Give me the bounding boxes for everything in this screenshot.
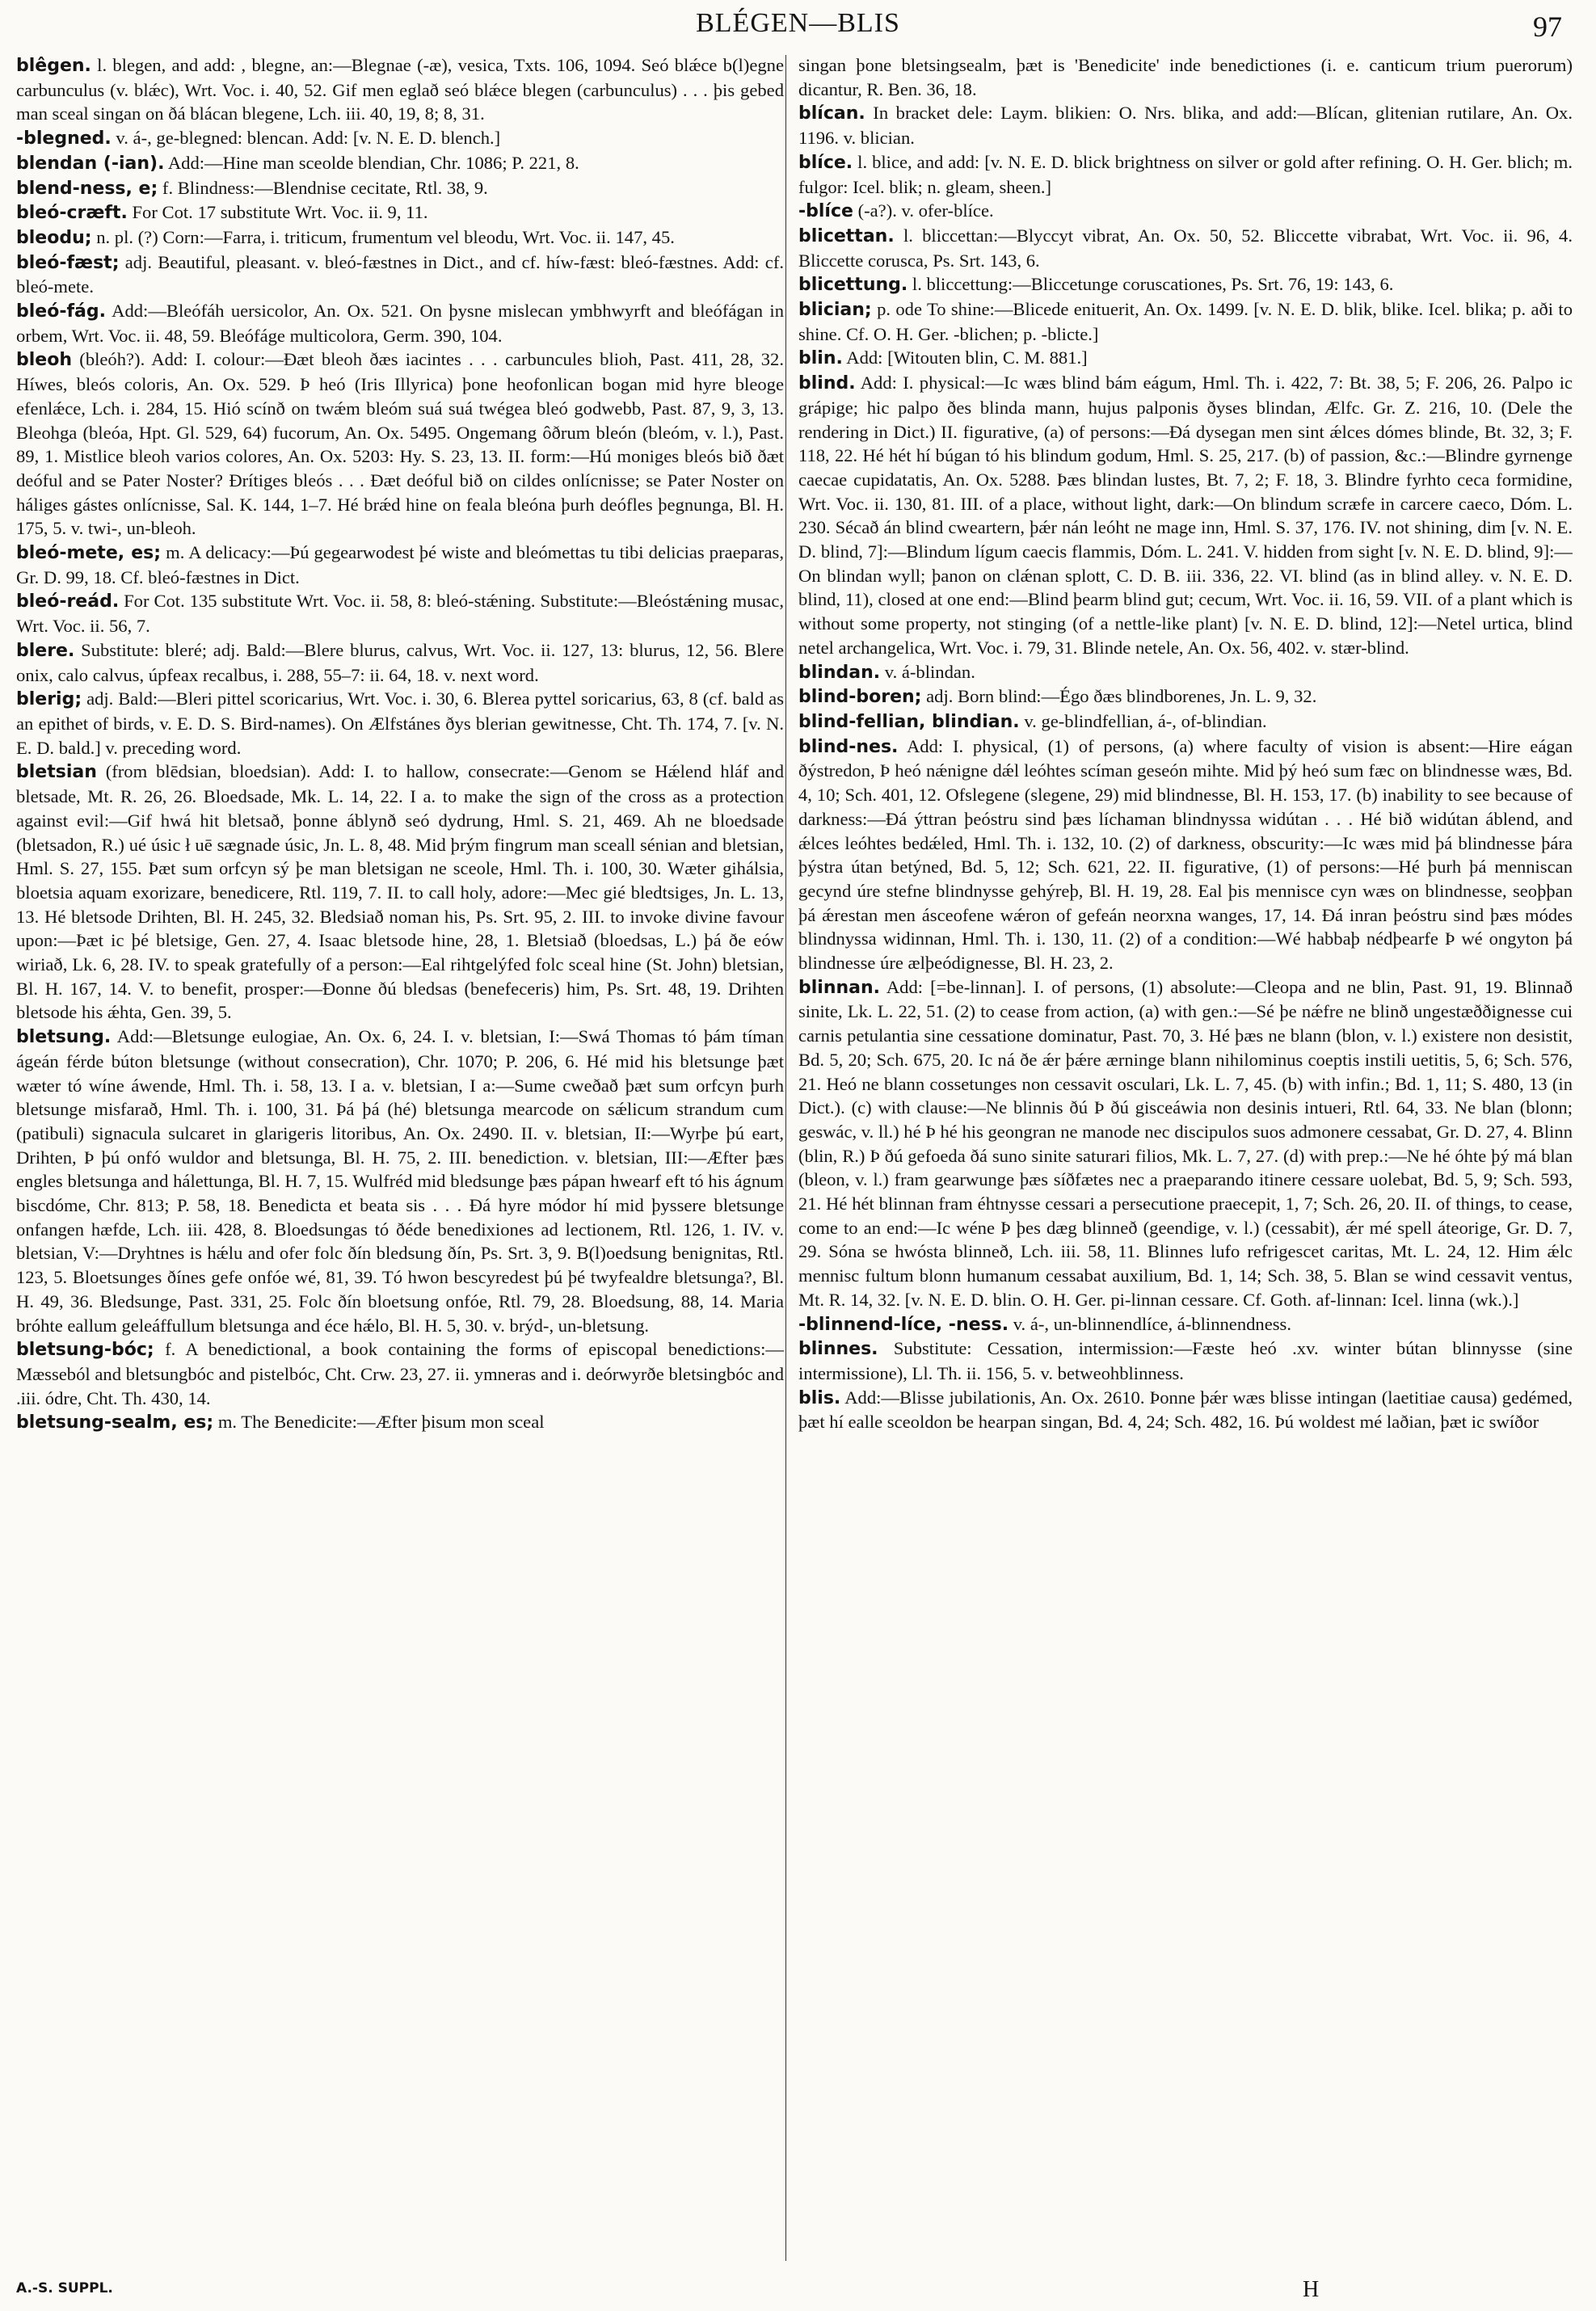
dictionary-entry [16,687,784,760]
sheet-mark: H [1303,2277,1320,2302]
entry-headword: bleó-fæst; [16,252,120,273]
entry-text: n. pl. (?) Corn:—Farra, i. triticum, frumentum vel bleodu, Wrt. Voc. ii. 147, 45. [91,226,675,247]
entry-text: For Cot. 135 substitute Wrt. Voc. ii. 58, 8: bleó-stǽning. Substitute:—Bleóstǽning musac, Wrt. Voc. ii. 56, 7. [16,591,784,637]
dictionary-entry [798,975,1573,1312]
dictionary-entry [798,346,1573,371]
entry-text: singan þone bletsingsealm, þæt is 'Benedicite' inde benedictiones (i. e. canticum trium puerorum) dicantur, R. Ben. 36, 18. [798,55,1573,99]
entry-headword: blind-boren; [798,687,922,708]
page-number: 97 [1533,11,1562,43]
entry-headword: blind-nes. [798,736,899,757]
dictionary-entry [16,1410,784,1435]
entry-text: (bleóh?). Add: I. colour:—Ðæt bleoh ðæs iacintes . . . carbuncules blioh, Past. 411, 28, 32. Híwes, bleós coloris, An. Ox. 529. Þ heó (Iris Illyrica) þone heofonlican bogan mid hyre bleoge efenlǽce, Lch. i. 284, 15. Hió scínð on twǽm bleóm suá suá twégea bleó godwebb, Past. 87, 9, 3, 13. Bleohga (bleóa, Hpt. Gl. 529, 64) fucorum, An. Ox. 5495. Ongemang ôðrum bleón (bleóm, v. l.), Past. 89, 1. Mistlice bleoh varios colores, An. Ox. 5203: Hy. S. 23, 13. II. form:—Hú moniges bleós bið ðæt deóful and se Pater Noster? Ðrítiges bleós . . . Ðæt deóful bið on cildes onlícnisse; se Pater Noster on háliges gástes onlícnisse, Sal. K. 144, 1–7. Hé brǽd hine on feala bleóna þurh deófles þegnunga, Bl. H. 175, 5. v. twi-, un-bleoh. [16,349,784,539]
entry-text: Add:—Hine man sceolde blendian, Chr. 1086; P. 221, 8. [164,152,579,173]
entry-headword: blícan. [798,103,865,124]
right-column [798,53,1573,2267]
left-column [16,53,784,2267]
entry-text: Add: [Witouten blin, C. M. 881.] [842,347,1088,368]
entry-text: Add: I. physical, (1) of persons, (a) where faculty of vision is absent:—Hire eágan ðýstredon, Þ heó nǽnigne dǽl leóhtes scíman geseón mihte. Mid þý heó sum fæc on blindnesse wæs, Bd. 4, 10; Sch. 401, 12. Ofslegene (slegene, 29) mid blindnesse, Bl. H. 153, 17. (b) inability to see because of darkness:—Ðá ýttran þeóstru sind þæs líchaman blindnyssa widútan . . . Hé bið widútan áblend, and ǽlces leóhtes bedǽled, Hml. Th. i. 132, 10. (2) of darkness, obscurity:—Ic wæs mid þá blindnesse þára þýstra útan betýned, Bd. 5, 12; Sch. 621, 22. II. figurative, (1) of persons:—Hé þurh þá menniscan gecynd úre stefne blindnysse gehýreþ, Bl. H. 19, 28. Eal þis mennisce cyn wæs on blindnesse, seoþþan þá ǽrestan men ásceofene wǽron of gefeán neorxna wanges, 17, 14. Ðá inran þeóstru sind þæs módes blindnyssa widinnan, Hml. Th. i. 130, 11. (2) of a condition:—Wé habbaþ nédþearfe Þ wé ongyton þá blindnesse úre ælþeódignesse, Bl. H. 23, 2. [798,735,1573,974]
entry-headword: blêgen. [16,56,91,76]
dictionary-entry [798,199,1573,224]
entry-text: p. ode To shine:—Blicede enituerit, An. Ox. 1499. [v. N. E. D. blik, blike. Icel. blika; p. aði to shine. Cf. O. H. Ger. -blichen; p. -blicte.] [798,299,1573,344]
dictionary-entry [16,760,784,1025]
column-divider [785,55,786,2261]
dictionary-entry [798,150,1573,199]
entry-headword: bleoh [16,350,72,371]
entry-headword: -blegned. [16,128,112,149]
dictionary-entry [798,53,1573,101]
entry-headword: -blinnend-líce, -ness. [798,1314,1009,1335]
entry-headword: bleodu; [16,227,92,248]
entry-text: adj. Beautiful, pleasant. v. bleó-fæstnes in Dict., and cf. híw-fæst: bleó-fæstnes. Add: cf. bleó-mete. [16,251,784,297]
entry-headword: blis. [798,1387,841,1408]
dictionary-entry [16,1337,784,1410]
entry-text: f. Blindness:—Blendnise cecitate, Rtl. 38, 9. [158,177,488,198]
entry-text: adj. Bald:—Bleri pittel scoricarius, Wrt. Voc. i. 30, 6. Blerea pyttel soricarius, 63, 8 (cf. bald as an epithet of birds, v. E. D. S. Bird-names). On Ælfstánes ðys blerian gewitnesse, Cht. Th. 174, 7. [v. N. E. D. bald.] v. preceding word. [16,688,784,758]
entry-headword: bleó-mete, es; [16,543,162,564]
entry-text: v. á-blindan. [880,661,975,682]
dictionary-entry [16,1025,784,1337]
dictionary-entry [16,589,784,638]
dictionary-entry [798,660,1573,685]
entry-text: For Cot. 17 substitute Wrt. Voc. ii. 9, 11. [127,202,428,223]
entry-text: l. bliccettung:—Bliccetunge coruscationes, Ps. Srt. 76, 19: 143, 6. [907,274,1394,295]
entry-headword: -blíce [798,201,853,222]
dictionary-entry [798,1312,1573,1337]
dictionary-entry [798,371,1573,659]
dictionary-entry [16,299,784,347]
entry-headword: blin. [798,348,843,369]
running-head-title: BLÉGEN—BLIS [696,8,900,38]
entry-headword: blere. [16,640,75,661]
dictionary-entry [16,53,784,126]
entry-text: v. ge-blindfellian, á-, of-blindian. [1019,710,1267,731]
entry-text: m. The Benedicite:—Æfter þisum mon sceal [213,1412,545,1433]
dictionary-entry [16,126,784,151]
entry-headword: blerig; [16,689,82,710]
dictionary-entry [16,176,784,201]
dictionary-entry [798,1337,1573,1385]
dictionary-entry [798,272,1573,297]
entry-text: Add:—Bleófáh uersicolor, An. Ox. 521. On þysne mislecan ymbhwyrft and bleófágan in orbem, Wrt. Voc. ii. 48, 59. Bleófáge multicolora, Germ. 390, 104. [16,301,784,346]
dictionary-entry [16,541,784,589]
entry-headword: blindan. [798,662,881,683]
dictionary-entry [16,347,784,541]
entry-headword: blind-fellian, blindian. [798,711,1020,732]
dictionary-entry [16,250,784,299]
entry-headword: bleó-fág. [16,301,106,322]
entry-text: Add: [=be-linnan]. I. of persons, (1) absolute:—Cleopa and ne blin, Past. 91, 19. Blinnað sinite, Lk. L. 22, 51. (2) to cease from action, (a) with gen.:—Sé þe nǽfre ne blinð ungestæððignesse cui carnis petulantia sine cessatione dominatur, Past. 70, 3. Hé þæs ne blann (blon, v. l.) existere non desistit, Bd. 5, 20; Sch. 675, 20. Ic ná ðe ǽr þǽre ærninge blann nihilominus coeptis instili uetitis, 5, 6; Sch. 576, 21. Heó ne blann cossetunges non cessavit osculari, Lk. L. 7, 45. (b) with infin.; Bd. 1, 11; S. 480, 13 (in Dict.). (c) with clause:—Ne blinnis ðú Þ ðú gisceáwia non desinis intueri, Rtl. 64, 33. Ne blan (blonn; geswác, v. ll.) hé Þ hé his geongran ne manode nec discipulos suos admonere cessabat, Gr. D. 27, 4. Blinn (blin, R.) Þ ðú gefoeda ðá suno sinite saturari filios, Mk. L. 7, 27. (d) with prep.:—Ne hé óhte þý má blan (bleon, v. l.) fram gearwunge þæs síðfætes nec a praeparando itinere cessare uolebat, Bd. 5, 9; Sch. 593, 21. Hé hét blinnan fram éhtnysse cessari a persecutione praecepit, 1, 7; Sch. 26, 20. II. of things, to cease, come to an end:—Ic wéne Þ þes dæg blinneð (geendige, v. l.) (cessabit), ǽr mé spell áteorige, Gr. D. 7, 29. Sóna se hwósta blinneð, Lch. iii. 58, 11. Blinnes lufo refrigescet caritas, Mt. L. 24, 12. Him ǽlc mennisc fultum blonn humanum cessabat auxilium, Bd. 1, 14; Sch. 38, 5. Blan se wind cessavit ventus, Mt. R. 14, 32. [v. N. E. D. blin. O. H. Ger. pi-linnan cessare. Cf. Goth. af-linnan: Icel. linna (wk.).] [798,976,1573,1310]
entry-headword: bletsung. [16,1027,112,1048]
entry-text: Substitute: Cessation, intermission:—Fæste heó .xv. winter bútan blinnysse (sine intermissione), Ll. Th. ii. 156, 5. v. betweohblinness. [798,1338,1573,1383]
entry-text: Add: I. physical:—Ic wæs blind bám eágum, Hml. Th. i. 422, 7: Bt. 38, 5; F. 206, 26. Palpo ic grápige; hic palpo ðes blinda mann, hujus palponis ðyses blindan, Ælfc. Gr. Z. 216, 10. (Dele the rendering in Dict.) II. figurative, (a) of persons:—Ðá dysegan men sint ǽlces dómes blinde, Bt. 32, 3; F. 118, 22. Hé hét hí búgan tó his blindum godum, Hml. S. 25, 217. (b) of passion, &c.:—Blindre gyrnenge caecae cupidatatis, An. Ox. 5288. Þæs blindan lustes, Bt. 7, 2; F. 18, 3. Blindre fyrhto ceca formidine, Wrt. Voc. ii. 130, 81. III. of a place, without light, dark:—On blindum scræfe in carcere caeco, Dóm. L. 230. Sécað án blind cweartern, þǽr nán leóht ne mage inn, Hml. S. 37, 176. IV. not shining, dim [v. N. E. D. blind, 7]:—Blindum lígum caecis flammis, Dóm. L. 241. V. hidden from sight [v. N. E. D. blind, 9]:—On blindan wyll; þanon on clǽnan splott, C. D. B. iii. 336, 22. VI. blind (as in blind alley. v. N. E. D. blind, 11), closed at one end:—Blind þearm blind gut; cecum, Wrt. Voc. ii. 16, 59. VII. of a plant which is without some property, not stinging (of a nettle-like plant) [v. N. E. D. blind, 12]:—Netel urtica, blind netel archangelica, Wrt. Voc. i. 79, 31. Blinde netele, An. Ox. 56, 402. v. stær-blind. [798,373,1573,658]
entry-headword: blíce. [798,152,853,173]
entry-headword: blician; [798,300,872,321]
dictionary-entry [16,200,784,225]
entry-text: f. A benedictional, a book containing the forms of episcopal benedictions:—Mæsseból and bletsungbóc and pistelbóc, Cht. Crw. 23, 27. ii. ymneras and i. deórwyrðe bletsingbóc and .iii. ódre, Cht. Th. 430, 14. [16,1339,784,1408]
dictionary-entry [798,1386,1573,1434]
entry-text: l. blice, and add: [v. N. E. D. blick brightness on silver or gold after refining. O. H. Ger. blich; m. fulgor: Icel. blik; n. gleam, sheen.] [798,151,1573,197]
dictionary-entry [16,638,784,687]
dictionary-entry [798,684,1573,709]
dictionary-entry [798,224,1573,272]
entry-text: v. á-, un-blinnendlíce, á-blinnendness. [1009,1313,1291,1334]
entry-headword: bletsian [16,762,97,783]
entry-text: Substitute: bleré; adj. Bald:—Blere blurus, calvus, Wrt. Voc. ii. 127, 13: blurus, 12, 56. Blere onix, calo calvus, úpfeax recalbus, i. 288, 55–7: ii. 64, 18. v. next word. [16,639,784,685]
entry-text: adj. Born blind:—Égo ðæs blindborenes, Jn. L. 9, 32. [921,686,1317,707]
entry-text: (from blēdsian, bloedsian). Add: I. to hallow, consecrate:—Genom se Hǽlend hláf and bletsade, Mt. R. 26, 26. Bloedsade, Mk. L. 14, 22. I a. to make the sign of the cross as a protection against evil:—Gif hwá hit bletsað, þonne áblynð seó dydrung, Hml. S. 21, 469. Ah ne bloedsade (bletsadon, R.) ué úsic ł uē sægnade úsic, Jn. L. 8, 48. Mid þrým fingrum man sceall sénian and bletsian, Hml. S. 27, 155. Þæt sum orfcyn sý þe man bletsigan ne sceole, Hml. Th. i. 100, 30. Wæter gihálsia, bloetsia aquam exorizare, benedicere, Rtl. 119, 7. II. to call holy, adore:—Mec gié bledtsiges, Jn. L. 13, 13. Hé bletsode Drihten, Bl. H. 245, 32. Bledsiað noman his, Ps. Srt. 95, 2. III. to invoke divine favour upon:—Þæt ic þé bletsige, Gen. 27, 4. Isaac bletsode hine, 28, 1. Bletsiað (bloedsas, L.) þá ðe eów wiriað, Lk. 6, 28. IV. to speak gratefully of a person:—Eal rihtgelýfed folc sceal hine (St. John) bletsian, Bl. H. 167, 14. V. to benefit, prosper:—Ðonne ðú bledsas (benefeceris) him, Ps. Srt. 48, 19. Drihten bletsode his ǽhta, Gen. 39, 5. [16,761,784,1023]
entry-headword: bleó-reád. [16,591,120,612]
entry-headword: blicettung. [798,275,908,296]
dictionary-entry [798,101,1573,149]
dictionary-entry [16,151,784,176]
entry-text: In bracket dele: Laym. blikien: O. Nrs. blika, and add:—Blícan, glitenian rutilare, An. Ox. 1196. v. blician. [798,103,1573,149]
entry-headword: blind. [798,373,856,394]
entry-text: (-a?). v. ofer-blíce. [853,200,994,221]
entry-headword: blicettan. [798,225,895,246]
dictionary-entry [798,297,1573,346]
running-head [0,8,1596,47]
entry-text: Add:—Bletsunge eulogiae, An. Ox. 6, 24. I. v. bletsian, I:—Swá Thomas tó þám tíman ágeán férde búton bletsunge (without consecration), Chr. 1070; P. 206, 6. Hé mid his bletsunge þæt wæter tó wíne áwende, Hml. Th. i. 58, 13. I a. v. bletsian, I a:—Sume cweðað þæt sum orfcyn þurh bletsunge misfarað, Hml. Th. i. 100, 31. Þá þá (hé) bletsunga mearcode on sǽlicum strandum cum (patibuli) signacula sulcaret in glarigeris litoribus, An. Ox. 2490. II. v. bletsian, II:—Wyrþe þú eart, Drihten, Þ þú onfó wuldor and bletsunga, Bl. H. 75, 2. III. benediction. v. bletsian, III:—Æfter þæs engles bletsunga and hálettunga, Bl. H. 7, 15. Wulfréd mid bledsunge þæs pápan hwearf eft tó his ágnum biscdóme, Chr. 813; P. 58, 18. Benedicta et beata sis . . . Ðá hyre módor hí mid þyssere bletsunge onfangen hæfde, Lch. iii. 428, 8. Bloedsungas tó ðéde benedixiones ad lectionem, Rtl. 126, 1. IV. v. bletsian, V:—Dryhtnes is hǽlu and ofer folc ðín bledsung ðín, Ps. Srt. 3, 9. B(l)oedsung benignitas, Rtl. 123, 5. Bloetsunges ðínes gefe onfóe wé, 81, 39. Tó hwon bescyredest þú þé twyfealdre bletsunga?, Bl. H. 49, 36. Bledsunge, Past. 331, 25. Folc ðín bloetsung onfóe, Rtl. 79, 28. Bloedsung, 88, 14. Maria bróhte eallum geleáffullum bletsunga and éce hǽlo, Bl. H. 5, 30. v. brýd-, un-bletsung. [16,1026,784,1336]
signature-mark: A.-S. SUPPL. [16,2280,113,2296]
entry-text: l. blegen, and add: , blegne, an:—Blegnae (-æ), vesica, Txts. 106, 1094. Seó blǽce b(l)egne carbunculus (v. blǽc), Wrt. Voc. i. 40, 52. Gif men eglað seó blǽce blegen (carbunculus) . . . þis gebed man sceal singan on ðá blácan blegene, Lch. iii. 40, 19, 8; 8, 31. [16,55,784,124]
dictionary-entry [16,225,784,250]
dictionary-entry [798,709,1573,735]
entry-text: m. A delicacy:—Þú gegearwodest þé wiste and bleómettas tu tibi delicias praeparas, Gr. D. 99, 18. Cf. bleó-fæstnes in Dict. [16,542,784,587]
entry-headword: blinnes. [798,1339,878,1360]
entry-headword: blendan (-ian). [16,153,165,174]
entry-headword: bletsung-sealm, es; [16,1412,214,1433]
entry-headword: blend-ness, e; [16,178,158,199]
entry-text: l. bliccettan:—Blyccyt vibrat, An. Ox. 50, 52. Bliccette vibrabat, Wrt. Voc. ii. 96, 4. Bliccette corusca, Ps. Srt. 143, 6. [798,225,1573,271]
dictionary-entry [798,735,1573,975]
entry-headword: blinnan. [798,977,881,998]
entry-text: v. á-, ge-blegned: blencan. Add: [v. N. E. D. blench.] [111,128,501,149]
entry-headword: bletsung-bóc; [16,1340,154,1361]
entry-text: Add:—Blisse jubilationis, An. Ox. 2610. Þonne þǽr wæs blisse intingan (laetitiae causa) gedémed, þæt hí ealle sceoldon be hearpan singan, Bd. 4, 24; Sch. 482, 16. Þú woldest mé laðian, þæt ic swíðor [798,1387,1573,1433]
entry-headword: bleó-cræft. [16,203,128,224]
